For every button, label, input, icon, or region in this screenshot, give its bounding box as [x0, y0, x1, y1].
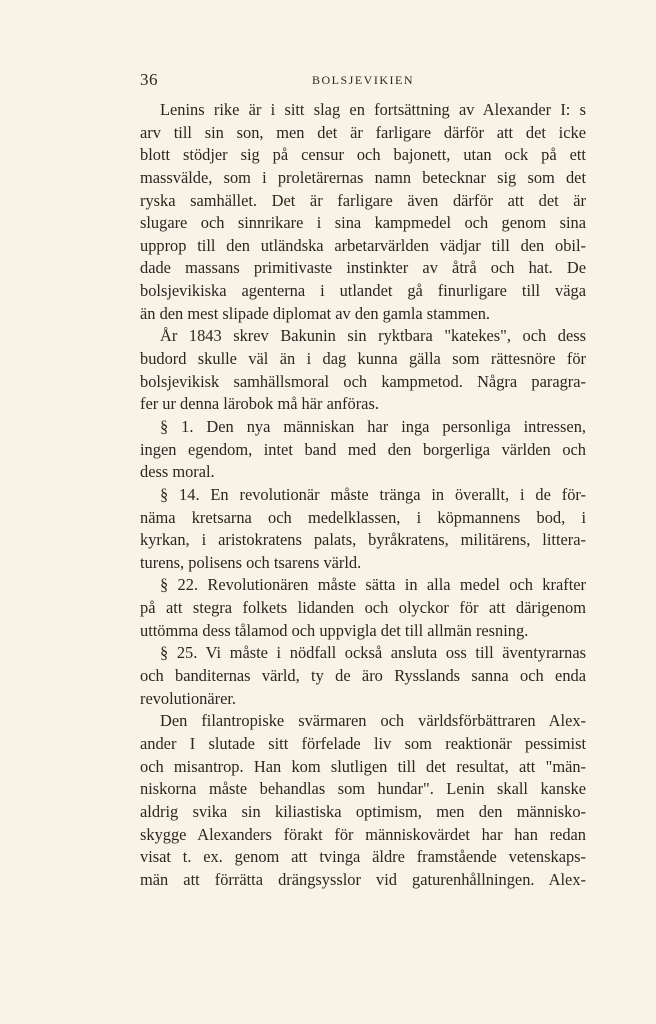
text-line: turens, polisens och tsarens värld.: [140, 552, 362, 572]
text-line: på att stegra folkets lidanden och olyckor för att därigenom: [140, 598, 586, 618]
text-line: och misantrop. Han kom slutligen till det resultat, att "män-: [140, 756, 586, 776]
body-text: [140, 99, 586, 891]
text-line: revolutionärer.: [140, 688, 237, 708]
text-line: fer ur denna lärobok må här anföras.: [140, 394, 379, 414]
text-line: ingen egendom, intet band med den borgerliga världen och: [140, 439, 586, 459]
text-line: Den filantropiske svärmaren och världsförbättraren Alex-: [160, 711, 586, 731]
text-line: bolsjevikisk samhällsmoral och kampmetod. Några paragra-: [140, 371, 586, 391]
text-line: massvälde, som i proletärernas namn betecknar sig som det: [140, 167, 586, 187]
text-line: ander I slutade sitt förfelade liv som reaktionär pessimist: [140, 733, 586, 753]
text-line: visat t. ex. genom att tvinga äldre framstående vetenskaps-: [140, 847, 586, 867]
text-line: upprop till den utländska arbetarvärlden vädjar till den obil-: [140, 235, 586, 255]
text-line: arv till sin son, men det är farligare därför att det icke: [140, 122, 586, 142]
page-number: 36: [140, 70, 158, 89]
text-line: aldrig svika sin kiliastiska optimism, men den människo-: [140, 801, 586, 821]
text-line: niskorna måste behandlas som hundar". Lenin skall kanske: [140, 779, 586, 799]
text-line: uttömma dess tålamod och uppvigla det till allmän resning.: [140, 620, 529, 640]
text-line: slugare och sinnrikare i sina kampmedel och genom sina: [140, 213, 586, 233]
text-line: År 1843 skrev Bakunin sin ryktbara "katekes", och dess: [160, 326, 586, 346]
text-line: dess moral.: [140, 462, 215, 482]
text-line: än den mest slipade diplomat av den gamla stammen.: [140, 303, 491, 323]
text-line: skygge Alexanders förakt för människovärdet har han redan: [140, 824, 586, 844]
text-line: kyrkan, i aristokratens palats, byråkratens, militärens, littera-: [140, 530, 586, 550]
running-title: BOLSJEVIKIEN: [312, 73, 414, 87]
text-line: och banditernas värld, ty de äro Rysslands sanna och enda: [140, 666, 586, 686]
running-header: [140, 70, 586, 94]
text-line: § 22. Revolutionären måste sätta in alla medel och krafter: [160, 575, 586, 595]
text-line: budord skulle väl än i dag kunna gälla som rättesnöre för: [140, 349, 586, 369]
text-line: § 25. Vi måste i nödfall också ansluta oss till äventyrarnas: [160, 643, 586, 663]
text-line: näma kretsarna och medelklassen, i köpmannens bod, i: [140, 507, 586, 527]
text-line: ryska samhället. Det är farligare även därför att det är: [140, 190, 586, 210]
text-line: blott stödjer sig på censur och bajonett, utan ock på ett: [140, 145, 586, 165]
text-line: män att förrätta drängsysslor vid gaturenhållningen. Alex-: [140, 869, 586, 889]
text-line: § 14. En revolutionär måste tränga in överallt, i de för-: [160, 484, 586, 504]
text-line: dade massans primitivaste instinkter av åtrå och hat. De: [140, 258, 586, 278]
text-line: § 1. Den nya människan har inga personliga intressen,: [160, 416, 586, 436]
text-line: Lenins rike är i sitt slag en fortsättning av Alexander I: s: [160, 100, 586, 119]
text-line: bolsjevikiska agenterna i utlandet gå finurligare till väga: [140, 281, 586, 301]
